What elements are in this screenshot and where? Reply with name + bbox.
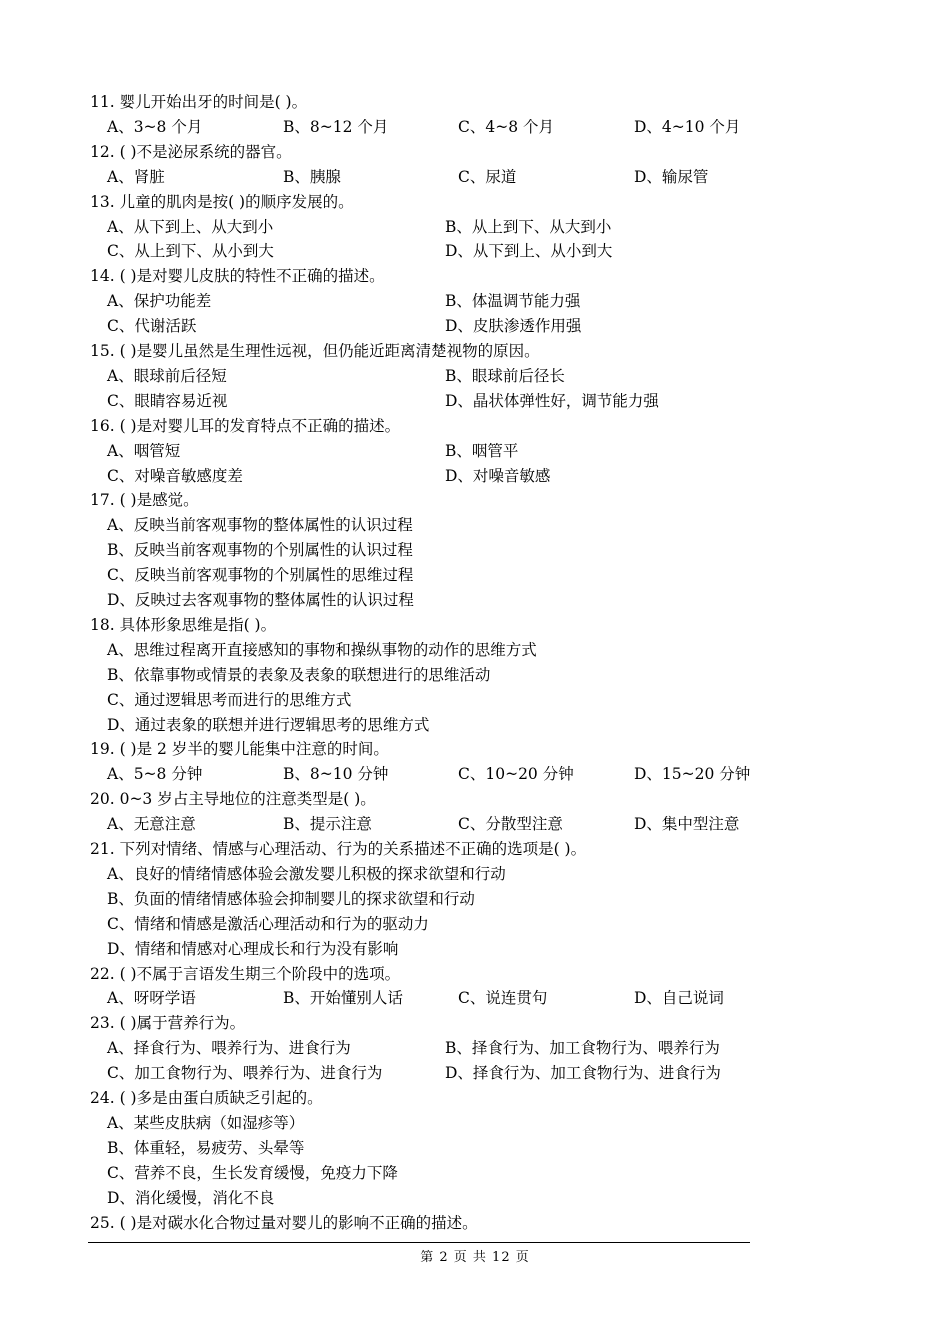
option: B、8~10 分钟 [283,765,389,784]
option: A、反映当前客观事物的整体属性的认识过程 [107,516,413,535]
question-stem: 18. 具体形象思维是指( )。 [90,615,277,634]
option: B、择食行为、加工食物行为、喂养行为 [445,1039,720,1058]
option: C、反映当前客观事物的个别属性的思维过程 [107,566,414,585]
option: C、加工食物行为、喂养行为、进食行为 [107,1064,383,1083]
option: D、通过表象的联想并进行逻辑思考的思维方式 [107,715,430,734]
option: C、眼睛容易近视 [107,391,228,410]
option: D、皮肤渗透作用强 [445,317,582,336]
option: D、自己说词 [634,989,724,1008]
option: D、15~20 分钟 [634,765,751,784]
option: A、思维过程离开直接感知的事物和操纵事物的动作的思维方式 [107,640,537,659]
option: A、3~8 个月 [107,117,203,136]
option: C、4~8 个月 [458,117,554,136]
option: B、提示注意 [283,815,372,834]
question-stem: 16. ( )是对婴儿耳的发育特点不正确的描述。 [90,416,401,435]
option: B、依靠事物或情景的表象及表象的联想进行的思维活动 [107,665,491,684]
option: A、肾脏 [107,167,165,186]
option: D、从下到上、从小到大 [445,242,613,261]
question-stem: 22. ( )不属于言语发生期三个阶段中的选项。 [90,964,401,983]
option: A、咽管短 [107,441,181,460]
option: C、对噪音敏感度差 [107,466,243,485]
option: D、对噪音敏感 [445,466,551,485]
question-stem: 15. ( )是婴儿虽然是生理性远视，但仍能近距离清楚视物的原因。 [90,342,540,360]
option: D、情绪和情感对心理成长和行为没有影响 [107,939,399,958]
option: A、保护功能差 [107,292,212,311]
option: D、晶状体弹性好，调节能力强 [445,391,659,410]
option: A、眼球前后径短 [107,366,227,385]
options-row [107,291,757,311]
option: B、反映当前客观事物的个别属性的认识过程 [107,541,413,560]
page-number: 第 2 页 共 12 页 [420,1250,530,1265]
options-row [107,316,757,336]
question-stem: 25. ( )是对碳水化合物过量对婴儿的影响不正确的描述。 [90,1213,478,1232]
option: C、营养不良，生长发育缓慢，免疫力下降 [107,1163,398,1182]
options-row [107,441,757,461]
option: C、从上到下、从小到大 [107,242,274,261]
question-stem: 14. ( )是对婴儿皮肤的特性不正确的描述。 [90,267,385,286]
options-row [107,814,757,834]
options-row [107,167,757,187]
option: B、体温调节能力强 [445,292,581,311]
option: C、代谢活跃 [107,317,197,336]
question-stem: 11. 婴儿开始出牙的时间是( )。 [90,93,308,111]
option: D、择食行为、加工食物行为、进食行为 [445,1064,721,1083]
options-row [107,391,757,411]
option: A、择食行为、喂养行为、进食行为 [107,1039,351,1058]
question-stem: 21. 下列对情绪、情感与心理活动、行为的关系描述不正确的选项是( )。 [90,840,587,858]
option: B、体重轻，易疲劳、头晕等 [107,1138,305,1157]
option: A、呀呀学语 [107,989,196,1008]
option: D、输尿管 [634,167,709,186]
option: B、从上到下、从大到小 [445,217,612,236]
question-stem: 20. 0~3 岁占主导地位的注意类型是( )。 [90,790,376,809]
options-row [107,217,757,237]
option: A、5~8 分钟 [107,765,203,784]
option: C、尿道 [458,167,517,186]
question-stem: 19. ( )是 2 岁半的婴儿能集中注意的时间。 [90,740,389,759]
options-row [107,1038,757,1058]
footer-rule [88,1242,750,1243]
options-row [107,241,757,261]
option: D、消化缓慢，消化不良 [107,1188,275,1207]
options-row [107,1063,757,1083]
option: A、某些皮肤病（如湿疹等） [107,1113,305,1132]
option: B、咽管平 [445,441,519,460]
option: C、情绪和情感是激活心理活动和行为的驱动力 [107,914,429,933]
option: C、通过逻辑思考而进行的思维方式 [107,690,352,709]
option: B、负面的情绪情感体验会抑制婴儿的探求欲望和行动 [107,889,475,908]
options-row [107,988,757,1008]
options-row [107,764,757,784]
option: A、良好的情绪情感体验会激发婴儿积极的探求欲望和行动 [107,864,506,883]
option: B、胰腺 [283,167,341,186]
option: A、从下到上、从大到小 [107,217,274,236]
question-stem: 12. ( )不是泌尿系统的器官。 [90,142,292,161]
option: D、集中型注意 [634,815,740,834]
option: B、开始懂别人话 [283,989,403,1008]
option: C、说连贯句 [458,989,548,1008]
option: C、分散型注意 [458,815,563,834]
option: C、10~20 分钟 [458,765,574,784]
option: B、眼球前后径长 [445,366,565,385]
options-row [107,366,757,386]
question-stem: 13. 儿童的肌肉是按( )的顺序发展的。 [90,192,354,211]
options-row [107,466,757,486]
question-stem: 23. ( )属于营养行为。 [90,1014,246,1033]
option: A、无意注意 [107,815,196,834]
options-row [107,117,757,137]
question-stem: 17. ( )是感觉。 [90,491,199,510]
question-stem: 24. ( )多是由蛋白质缺乏引起的。 [90,1089,323,1107]
option: B、8~12 个月 [283,117,389,136]
option: D、4~10 个月 [634,117,741,136]
option: D、反映过去客观事物的整体属性的认识过程 [107,591,414,609]
